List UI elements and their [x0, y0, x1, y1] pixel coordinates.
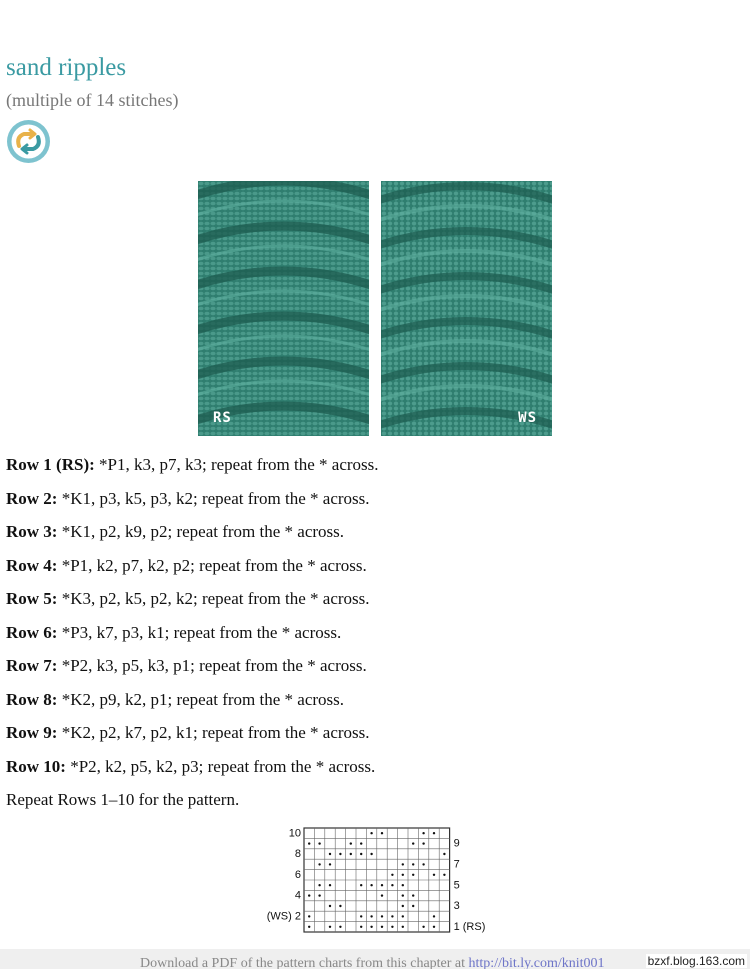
purl-dot: [433, 926, 435, 928]
purl-dot: [412, 894, 414, 896]
row-instruction: [6, 722, 736, 756]
row-label: Row 3:: [6, 522, 58, 541]
row-instruction: [6, 655, 736, 689]
purl-dot: [308, 842, 310, 844]
swatch-label-rs: RS: [213, 410, 232, 426]
purl-dot: [370, 884, 372, 886]
footer-text: [140, 956, 605, 969]
purl-dot: [360, 884, 362, 886]
chart-row-label-left: 8: [294, 848, 301, 861]
purl-dot: [339, 853, 341, 855]
knit-texture-rs: [198, 181, 369, 436]
purl-dot: [318, 894, 320, 896]
purl-dot: [443, 853, 445, 855]
row-instruction: [6, 689, 736, 723]
footer-link[interactable]: http://bit.ly.com/knit001: [468, 956, 605, 969]
purl-dot: [402, 894, 404, 896]
purl-dot: [402, 884, 404, 886]
purl-dot: [370, 853, 372, 855]
row-text: *P3, k7, p3, k1; repeat from the * across.: [57, 622, 342, 642]
purl-dot: [360, 842, 362, 844]
purl-dot: [360, 926, 362, 928]
row-label: Row 6:: [6, 622, 58, 642]
purl-dot: [339, 926, 341, 928]
purl-dot: [308, 894, 310, 896]
purl-dot: [350, 842, 352, 844]
purl-dot: [381, 832, 383, 834]
chart-row-label-left: 10: [288, 827, 301, 840]
purl-dot: [360, 853, 362, 855]
purl-dot: [433, 832, 435, 834]
knit-texture-ws: [381, 181, 552, 436]
row-instruction: [6, 488, 736, 522]
row-instruction: [6, 454, 736, 488]
row-instruction: [6, 555, 736, 589]
chart-row-label-left: 4: [294, 889, 301, 902]
purl-dot: [402, 905, 404, 907]
chart-row-label-left: 6: [294, 868, 301, 881]
repeat-note: Repeat Rows 1–10 for the pattern.: [6, 790, 240, 809]
watermark: bzxf.blog.163.com: [647, 954, 745, 968]
swatch-photo-ws: [381, 181, 552, 436]
row-label: Row 7:: [6, 656, 58, 675]
stitch-chart: [258, 822, 488, 942]
chart-row-label-right: 1 (RS): [453, 920, 486, 933]
purl-dot: [402, 915, 404, 917]
row-label: Row 10:: [6, 756, 66, 776]
row-text: *K2, p9, k2, p1; repeat from the * across.: [57, 689, 345, 709]
purl-dot: [422, 832, 424, 834]
row-instruction: [6, 521, 736, 555]
pattern-title: sand ripples: [6, 54, 127, 81]
purl-dot: [381, 915, 383, 917]
purl-dot: [381, 884, 383, 886]
row-text: *K2, p2, k7, p2, k1; repeat from the * across.: [57, 723, 370, 742]
pattern-subtitle: (multiple of 14 stitches): [6, 90, 179, 110]
row-text: *K1, p3, k5, p3, k2; repeat from the * across.: [57, 488, 370, 508]
purl-dot: [422, 842, 424, 844]
purl-dot: [381, 926, 383, 928]
purl-dot: [308, 915, 310, 917]
purl-dot: [391, 884, 393, 886]
purl-dot: [391, 926, 393, 928]
swatch-label-ws: WS: [518, 410, 537, 426]
purl-dot: [422, 863, 424, 865]
purl-dot: [370, 832, 372, 834]
purl-dot: [412, 905, 414, 907]
purl-dot: [329, 926, 331, 928]
purl-dot: [329, 884, 331, 886]
purl-dot: [402, 874, 404, 876]
row-text: *P2, k3, p5, k3, p1; repeat from the * across.: [57, 656, 367, 675]
purl-dot: [412, 842, 414, 844]
footer-strip: [0, 949, 750, 969]
row-label: Row 8:: [6, 689, 58, 709]
purl-dot: [318, 884, 320, 886]
row-text: *K1, p2, k9, p2; repeat from the * across.: [57, 522, 345, 541]
row-text: *P1, k2, p7, k2, p2; repeat from the * across.: [57, 555, 367, 575]
chart-row-label-right: 7: [453, 858, 460, 871]
row-instructions: [6, 454, 736, 789]
purl-dot: [391, 915, 393, 917]
purl-dot: [370, 926, 372, 928]
purl-dot: [443, 874, 445, 876]
repeat-arrows-icon: [6, 119, 51, 164]
row-text: *K3, p2, k5, p2, k2; repeat from the * across.: [57, 589, 370, 608]
row-instruction: [6, 622, 736, 656]
purl-dot: [350, 853, 352, 855]
row-instruction: [6, 588, 736, 622]
purl-dot: [433, 915, 435, 917]
purl-dot: [412, 874, 414, 876]
purl-dot: [329, 863, 331, 865]
purl-dot: [329, 905, 331, 907]
purl-dot: [318, 863, 320, 865]
row-label: Row 9:: [6, 723, 58, 742]
footer-note: Download a PDF of the pattern charts from this chapter at: [140, 956, 469, 969]
purl-dot: [318, 842, 320, 844]
purl-dot: [433, 874, 435, 876]
purl-dot: [329, 853, 331, 855]
row-label: Row 2:: [6, 488, 58, 508]
purl-dot: [308, 926, 310, 928]
purl-dot: [370, 915, 372, 917]
swatch-photo-rs: [198, 181, 369, 436]
purl-dot: [422, 926, 424, 928]
purl-dot: [412, 863, 414, 865]
row-instruction: [6, 756, 736, 790]
chart-row-label-left: (WS) 2: [266, 910, 301, 923]
purl-dot: [391, 874, 393, 876]
stitch-chart-grid: [258, 822, 488, 942]
row-label: Row 4:: [6, 555, 58, 575]
purl-dot: [381, 894, 383, 896]
row-label: Row 5:: [6, 589, 58, 608]
purl-dot: [360, 915, 362, 917]
purl-dot: [339, 905, 341, 907]
chart-row-label-right: 5: [453, 879, 460, 892]
row-text: *P1, k3, p7, k3; repeat from the * across.: [94, 455, 379, 474]
chart-row-label-right: 3: [453, 900, 460, 913]
chart-row-label-right: 9: [453, 837, 460, 850]
purl-dot: [402, 926, 404, 928]
row-label: Row 1 (RS):: [6, 455, 95, 474]
purl-dot: [402, 863, 404, 865]
row-text: *P2, k2, p5, k2, p3; repeat from the * across.: [65, 756, 376, 776]
